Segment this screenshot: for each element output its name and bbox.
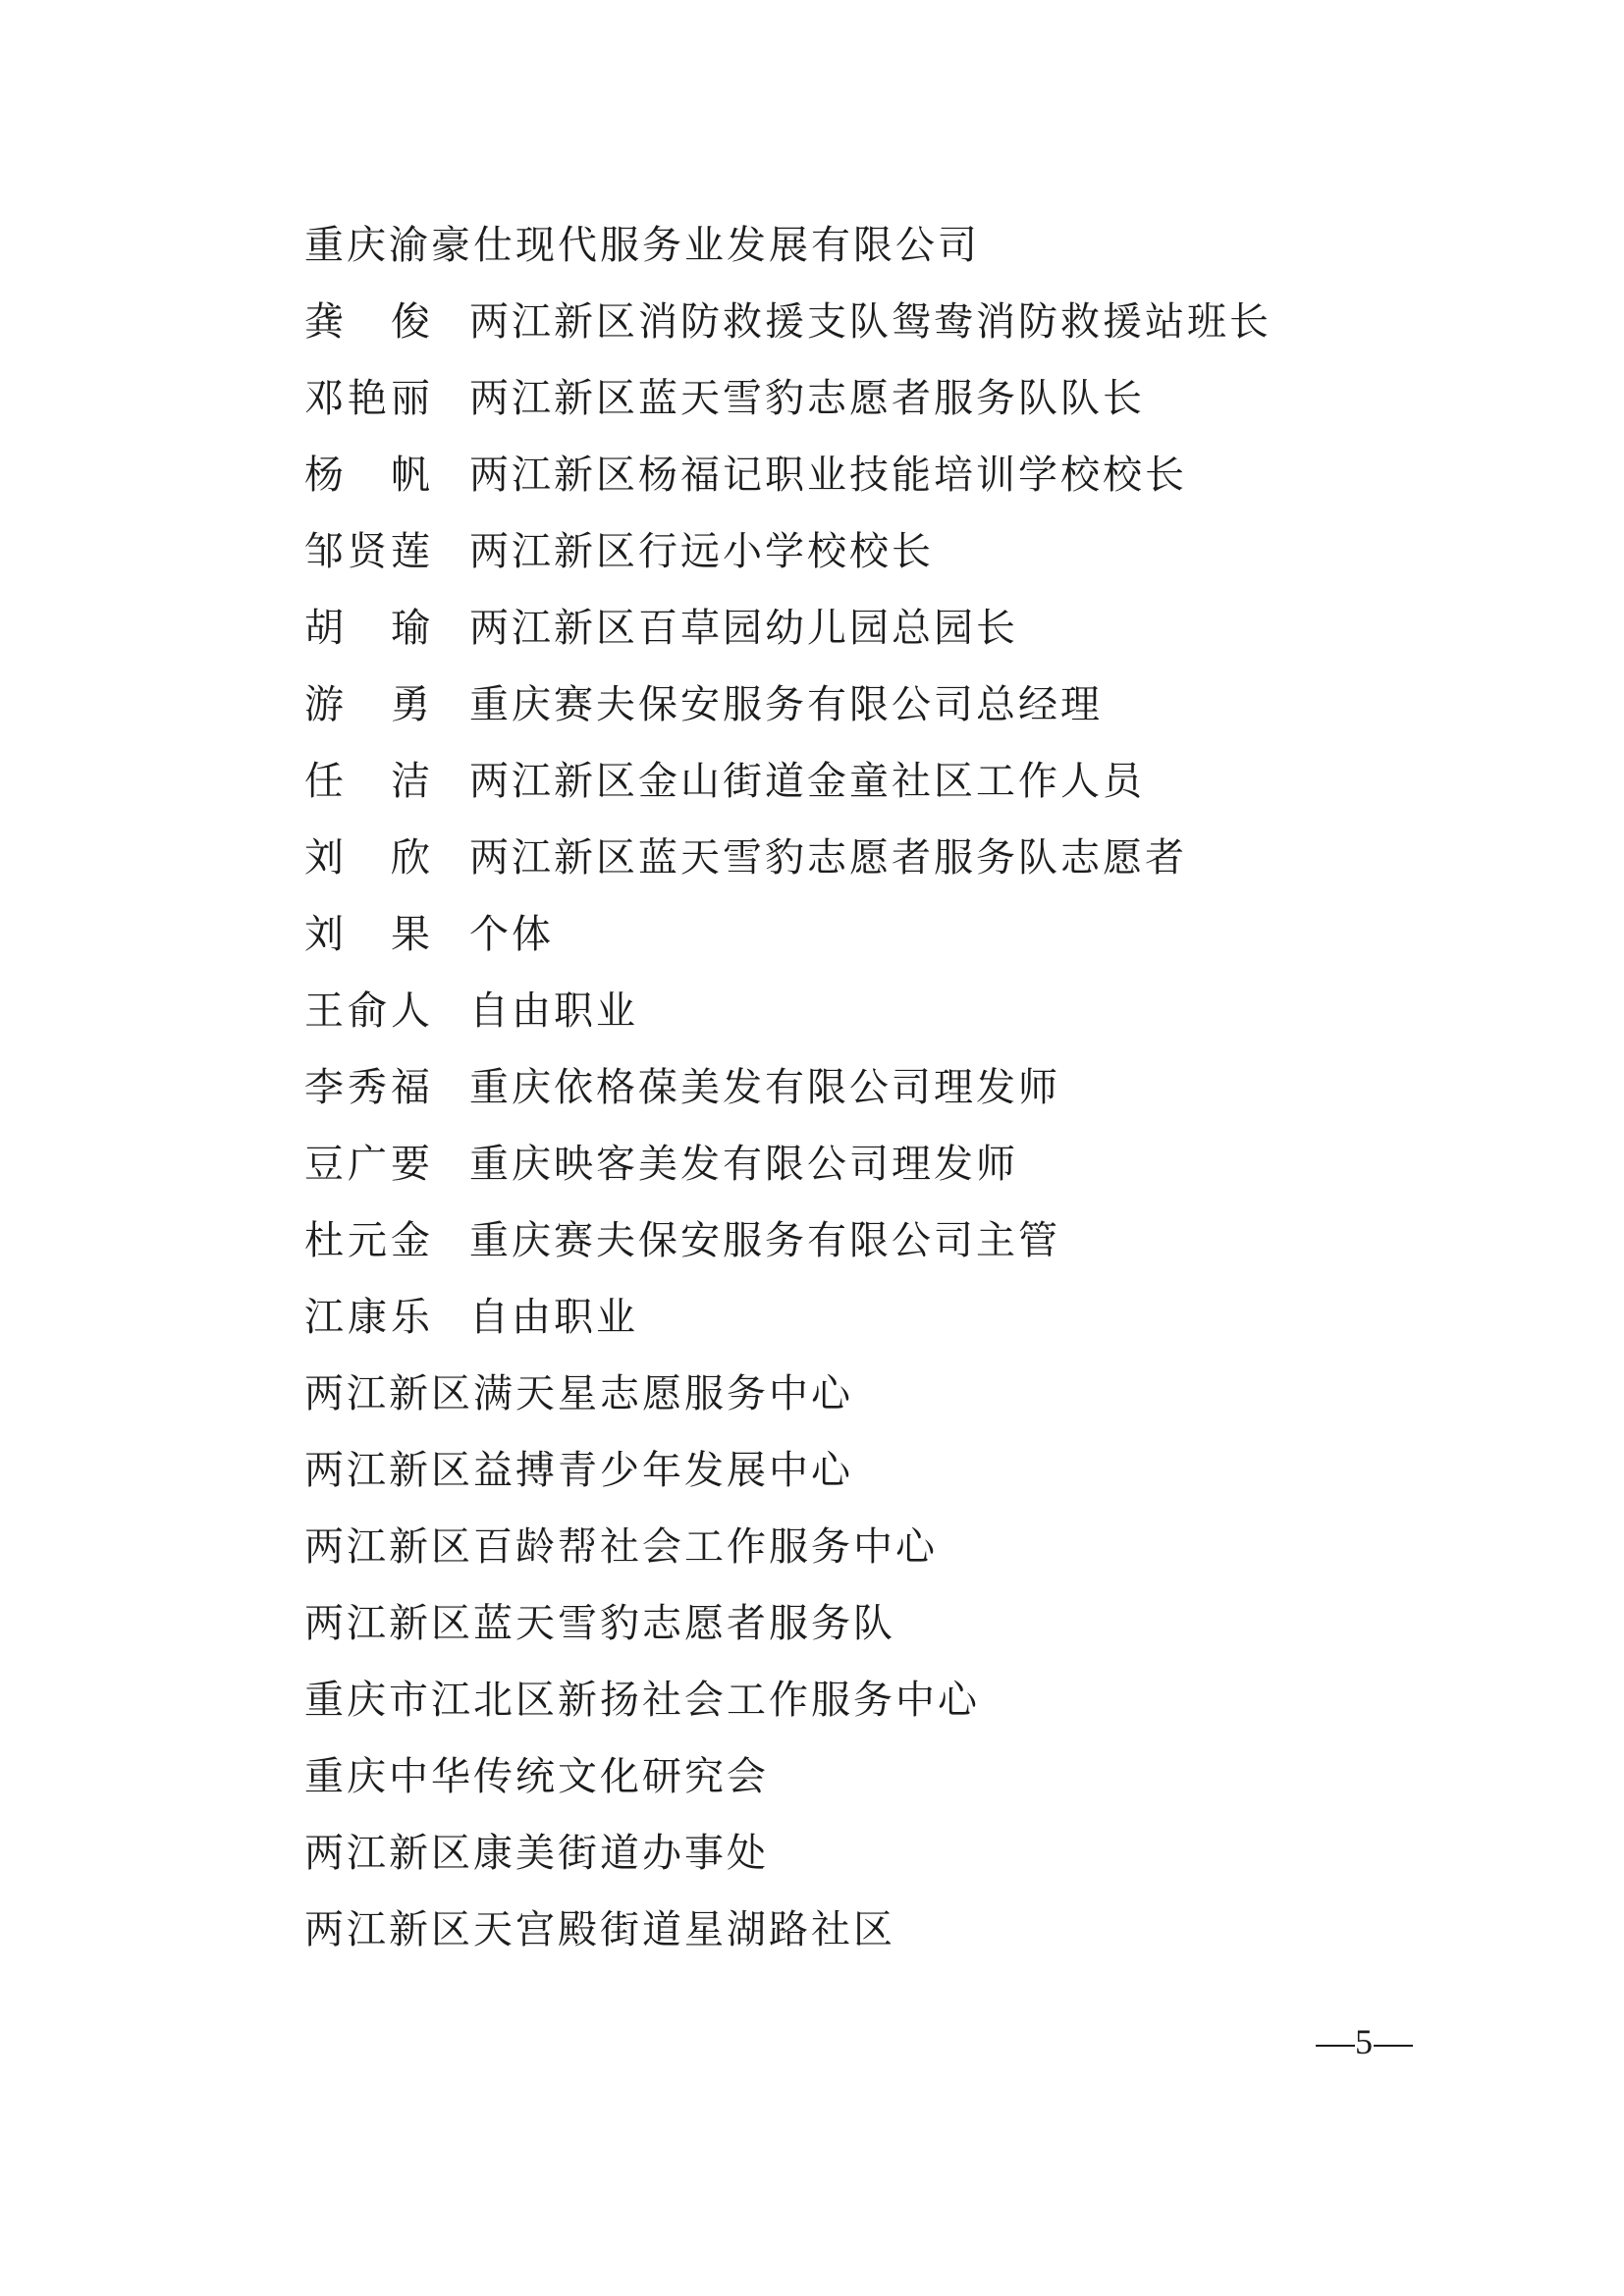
person-name: 胡 瑜 bbox=[304, 606, 430, 651]
person-role: 两江新区蓝天雪豹志愿者服务队队长 bbox=[469, 376, 1145, 421]
person-name: 任 洁 bbox=[304, 759, 430, 804]
person-line bbox=[304, 1211, 1060, 1270]
org-name: 两江新区蓝天雪豹志愿者服务队 bbox=[304, 1601, 895, 1646]
person-name: 邹贤莲 bbox=[304, 529, 430, 574]
org-line bbox=[304, 1824, 769, 1883]
person-name: 刘 欣 bbox=[304, 835, 430, 881]
person-name: 邓艳丽 bbox=[304, 376, 430, 421]
org-name: 重庆渝豪仕现代服务业发展有限公司 bbox=[304, 223, 980, 268]
org-name: 两江新区天宫殿街道星湖路社区 bbox=[304, 1907, 895, 1952]
person-line bbox=[304, 293, 1272, 351]
person-line bbox=[304, 599, 1018, 658]
person-line bbox=[304, 1058, 1060, 1117]
person-line bbox=[304, 675, 1103, 734]
person-role: 两江新区金山街道金童社区工作人员 bbox=[469, 759, 1145, 804]
org-line bbox=[304, 1518, 938, 1576]
person-name: 豆广要 bbox=[304, 1142, 430, 1187]
person-line bbox=[304, 522, 934, 581]
person-role: 自由职业 bbox=[469, 988, 638, 1034]
person-role: 重庆赛夫保安服务有限公司主管 bbox=[469, 1218, 1060, 1263]
person-line bbox=[304, 1135, 1018, 1194]
person-role: 两江新区消防救援支队鸳鸯消防救援站班长 bbox=[469, 299, 1272, 345]
person-name: 杨 帆 bbox=[304, 453, 430, 498]
person-name: 游 勇 bbox=[304, 682, 430, 727]
person-name: 江康乐 bbox=[304, 1295, 430, 1340]
person-role: 自由职业 bbox=[469, 1295, 638, 1340]
person-role: 重庆映客美发有限公司理发师 bbox=[469, 1142, 1018, 1187]
person-role: 两江新区行远小学校校长 bbox=[469, 529, 934, 574]
person-name: 杜元金 bbox=[304, 1218, 430, 1263]
org-name: 两江新区康美街道办事处 bbox=[304, 1831, 769, 1876]
org-line bbox=[304, 1900, 895, 1959]
person-role: 个体 bbox=[469, 912, 554, 957]
org-line bbox=[304, 1747, 769, 1806]
page-number-dash-left bbox=[1316, 2045, 1355, 2047]
org-name: 重庆中华传统文化研究会 bbox=[304, 1754, 769, 1799]
org-line bbox=[304, 1364, 853, 1423]
person-line bbox=[304, 446, 1187, 505]
person-role: 两江新区蓝天雪豹志愿者服务队志愿者 bbox=[469, 835, 1187, 881]
person-role: 两江新区百草园幼儿园总园长 bbox=[469, 606, 1018, 651]
person-role: 两江新区杨福记职业技能培训学校校长 bbox=[469, 453, 1187, 498]
page-number bbox=[1316, 2020, 1413, 2063]
org-line bbox=[304, 1594, 895, 1653]
org-line bbox=[304, 1671, 980, 1730]
person-line bbox=[304, 982, 638, 1041]
page-number-dash-right bbox=[1374, 2045, 1413, 2047]
person-role: 重庆依格葆美发有限公司理发师 bbox=[469, 1065, 1060, 1110]
person-line bbox=[304, 752, 1145, 811]
page-number-value: 5 bbox=[1355, 2022, 1374, 2061]
person-line bbox=[304, 905, 554, 964]
person-line bbox=[304, 1288, 638, 1347]
org-name: 两江新区满天星志愿服务中心 bbox=[304, 1371, 853, 1416]
org-name: 两江新区百龄帮社会工作服务中心 bbox=[304, 1524, 938, 1570]
person-name: 李秀福 bbox=[304, 1065, 430, 1110]
person-line bbox=[304, 828, 1187, 887]
person-role: 重庆赛夫保安服务有限公司总经理 bbox=[469, 682, 1103, 727]
person-name: 刘 果 bbox=[304, 912, 430, 957]
org-line bbox=[304, 1441, 853, 1500]
org-name: 两江新区益搏青少年发展中心 bbox=[304, 1448, 853, 1493]
org-line bbox=[304, 216, 980, 275]
person-name: 王俞人 bbox=[304, 988, 430, 1034]
person-line bbox=[304, 369, 1145, 428]
org-name: 重庆市江北区新扬社会工作服务中心 bbox=[304, 1678, 980, 1723]
person-name: 龚 俊 bbox=[304, 299, 430, 345]
